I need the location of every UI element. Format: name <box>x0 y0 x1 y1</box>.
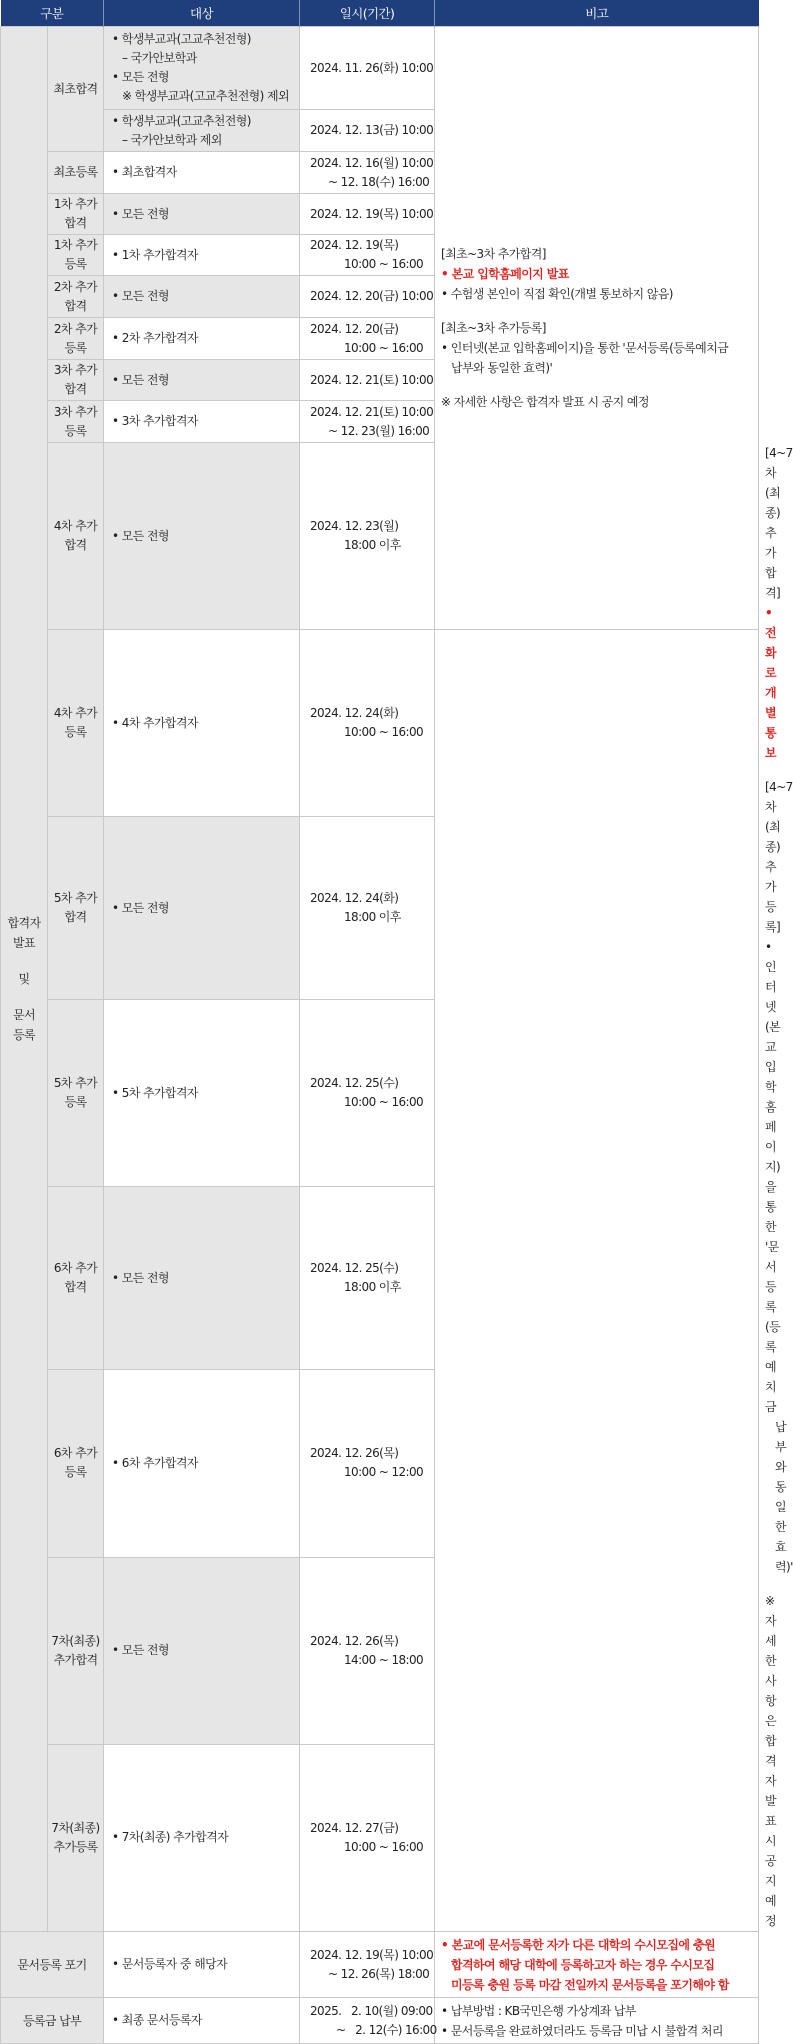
date-cell: 2024. 11. 26(화) 10:00 <box>300 27 435 110</box>
note-cell-early: [최초~3차 추가합격] • 본교 입학홈페이지 발표 • 수험생 본인이 직접 확인(개별 통보하지 않음) [최초~3차 추가등록] • 인터넷(본교 입학홈페이지)을 통한 '문서등록(등록예치금 납부와 동일한 효력)' ※ 자세한 사항은 합격자 발표 시 공지 예정 <box>435 27 759 630</box>
target-cell: • 모든 전형 <box>104 194 300 235</box>
table-row <box>1 1370 759 1557</box>
table-row <box>1 27 759 110</box>
table-row-giveup <box>1 1932 759 1998</box>
target-cell: • 모든 전형 <box>104 443 300 630</box>
date-cell: 2024. 12. 13(금) 10:00 <box>300 110 435 152</box>
phase-label: 2차 추가 등록 <box>48 318 104 360</box>
table-row <box>1 817 759 1000</box>
table-row <box>1 1187 759 1370</box>
target-cell: • 6차 추가합격자 <box>104 1370 300 1557</box>
date-cell: 2024. 12. 21(토) 10:00 <box>300 360 435 401</box>
note-cell-giveup: • 본교에 문서등록한 자가 다른 대학의 수시모집에 충원 합격하여 해당 대학에 등록하고자 하는 경우 수시모집 미등록 충원 등록 마감 전일까지 문서등록을 포기해야 함 <box>435 1932 759 1998</box>
date-cell: 2024. 12. 24(화) 18:00 이후 <box>300 817 435 1000</box>
phase-label: 3차 추가 합격 <box>48 360 104 401</box>
phase-label: 7차(최종) 추가등록 <box>48 1744 104 1931</box>
header-note: 비고 <box>435 0 759 27</box>
target-cell: • 모든 전형 <box>104 1557 300 1744</box>
phase-label: 3차 추가 등록 <box>48 401 104 443</box>
date-cell: 2024. 12. 20(금) 10:00 <box>300 276 435 318</box>
phase-label: 1차 추가 합격 <box>48 194 104 235</box>
phase-label: 2차 추가 합격 <box>48 276 104 318</box>
target-cell: • 모든 전형 <box>104 1187 300 1370</box>
phase-label: 7차(최종) 추가합격 <box>48 1557 104 1744</box>
date-cell: 2025. 2. 10(월) 09:00 ~ 2. 12(수) 16:00 <box>300 1998 435 2044</box>
date-cell: 2024. 12. 19(목) 10:00 ~ 16:00 <box>300 235 435 276</box>
section-label-payment: 등록금 납부 <box>1 1998 104 2044</box>
date-cell: 2024. 12. 25(수) 10:00 ~ 16:00 <box>300 1000 435 1187</box>
header-category: 구분 <box>1 0 104 27</box>
table-row <box>1 1000 759 1187</box>
target-cell: • 학생부교과(고교추천전형) – 국가안보학과 제외 <box>104 110 300 152</box>
target-cell: • 최종 문서등록자 <box>104 1998 300 2044</box>
date-cell: 2024. 12. 26(목) 10:00 ~ 12:00 <box>300 1370 435 1557</box>
target-cell: • 문서등록자 중 해당자 <box>104 1932 300 1998</box>
phase-label: 5차 추가 합격 <box>48 817 104 1000</box>
phase-label: 6차 추가 합격 <box>48 1187 104 1370</box>
table-row <box>1 630 759 817</box>
table-header-row <box>1 0 759 27</box>
target-cell: • 3차 추가합격자 <box>104 401 300 443</box>
table-row <box>1 1744 759 1931</box>
date-cell: 2024. 12. 19(목) 10:00 ~ 12. 26(목) 18:00 <box>300 1932 435 1998</box>
phase-label: 4차 추가 합격 <box>48 443 104 630</box>
date-cell: 2024. 12. 19(목) 10:00 <box>300 194 435 235</box>
header-target: 대상 <box>104 0 300 27</box>
phase-label: 5차 추가 등록 <box>48 1000 104 1187</box>
date-cell: 2024. 12. 20(금) 10:00 ~ 16:00 <box>300 318 435 360</box>
date-cell: 2024. 12. 21(토) 10:00 ~ 12. 23(월) 16:00 <box>300 401 435 443</box>
date-cell: 2024. 12. 23(월) 18:00 이후 <box>300 443 435 630</box>
date-cell: 2024. 12. 25(수) 18:00 이후 <box>300 1187 435 1370</box>
target-cell: • 학생부교과(고교추천전형) – 국가안보학과 • 모든 전형 ※ 학생부교과(고교추천전형) 제외 <box>104 27 300 110</box>
phase-label: 6차 추가 등록 <box>48 1370 104 1557</box>
table-row-payment <box>1 1998 759 2044</box>
target-cell: • 최초합격자 <box>104 152 300 194</box>
target-cell: • 7차(최종) 추가합격자 <box>104 1744 300 1931</box>
phase-label: 최초합격 <box>48 27 104 152</box>
target-cell: • 모든 전형 <box>104 360 300 401</box>
target-cell: • 모든 전형 <box>104 817 300 1000</box>
phase-label: 1차 추가 등록 <box>48 235 104 276</box>
target-cell: • 4차 추가합격자 <box>104 630 300 817</box>
header-date: 일시(기간) <box>300 0 435 27</box>
date-cell: 2024. 12. 16(월) 10:00 ~ 12. 18(수) 16:00 <box>300 152 435 194</box>
date-cell: 2024. 12. 26(목) 14:00 ~ 18:00 <box>300 1557 435 1744</box>
table-row: 4차 추가 합격 • 모든 전형 2024. 12. 23(월) 18:00 이후 [4~7차(최종) 추가합격] • 전화로 개별 통보 [4~7차(최종) 추가등록] • 인터넷(본교 입학홈페이지)을 통한 '문서등록(등록예치금 납부와 동일한 효력)' ※ 자세한 사항은 합격자 발표 시 공지 예정 <box>1 443 759 630</box>
target-cell: • 모든 전형 <box>104 276 300 318</box>
phase-label: 최초등록 <box>48 152 104 194</box>
target-cell: • 1차 추가합격자 <box>104 235 300 276</box>
section-label-main: 합격자 발표 및 문서 등록 <box>1 27 48 1932</box>
date-cell: 2024. 12. 27(금) 10:00 ~ 16:00 <box>300 1744 435 1931</box>
date-cell: 2024. 12. 24(화) 10:00 ~ 16:00 <box>300 630 435 817</box>
note-cell-payment: • 납부방법 : KB국민은행 가상계좌 납부 • 문서등록을 완료하였더라도 등록금 미납 시 불합격 처리 <box>435 1998 759 2044</box>
target-cell: • 5차 추가합격자 <box>104 1000 300 1187</box>
phase-label: 4차 추가 등록 <box>48 630 104 817</box>
section-label-giveup: 문서등록 포기 <box>1 1932 104 1998</box>
table-row <box>1 1557 759 1744</box>
target-cell: • 2차 추가합격자 <box>104 318 300 360</box>
